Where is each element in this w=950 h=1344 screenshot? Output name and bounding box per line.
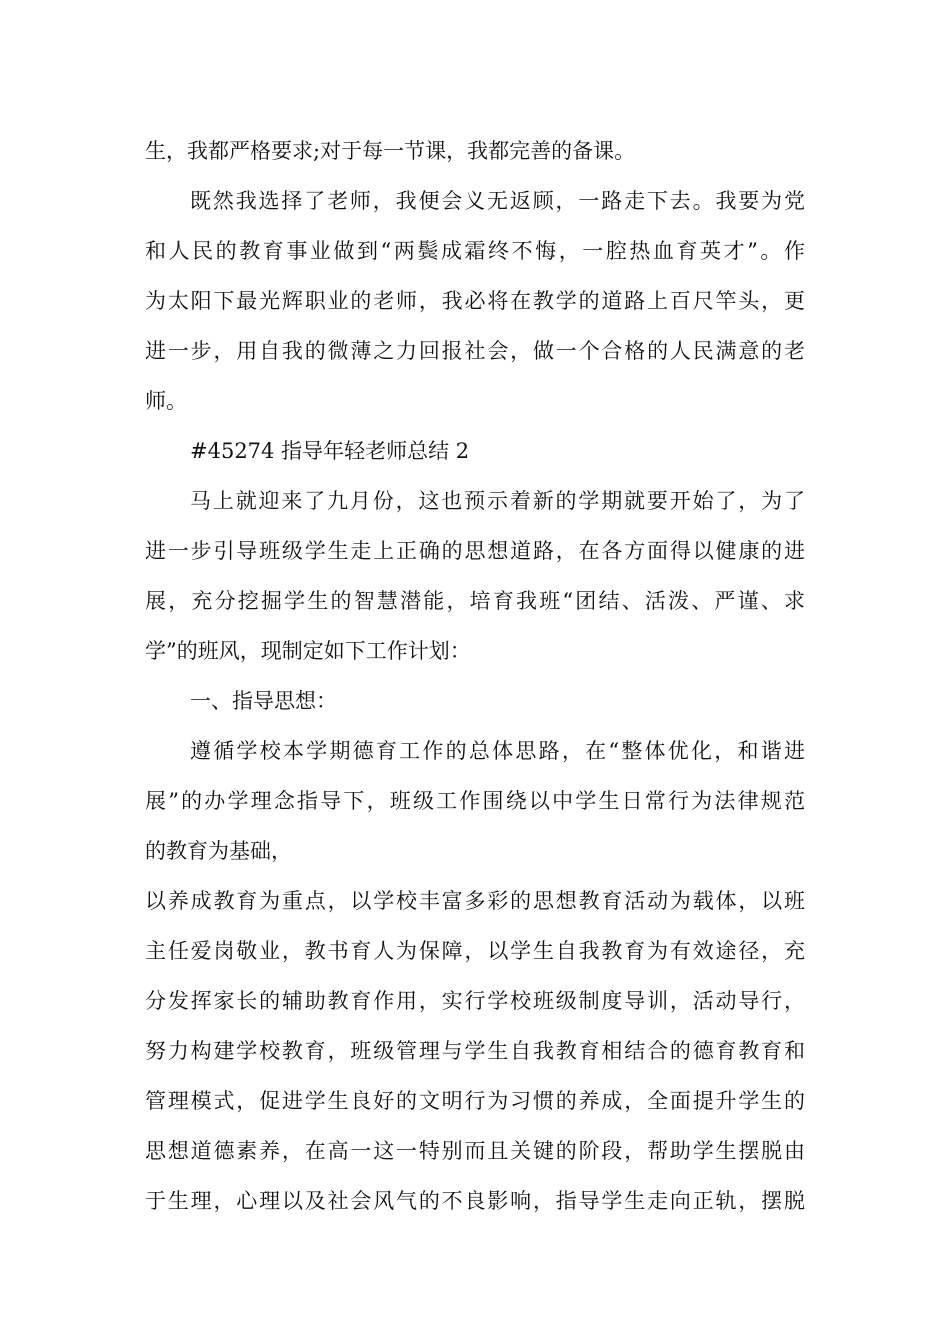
text-line: 于生理，心理以及社会风气的不良影响，指导学生走向正轨，摆脱: [145, 1189, 805, 1213]
text-line: 和人民的教育事业做到“两鬓成霜终不悔，一腔热血育英才”。作: [145, 239, 805, 263]
text-line: 的教育为基础，: [145, 839, 292, 863]
text-line: 以养成教育为重点，以学校丰富多彩的思想教育活动为载体，以班: [145, 889, 805, 913]
text-line: 生，我都严格要求;对于每一节课，我都完善的备课。: [145, 139, 636, 163]
section-heading: #45274 指导年轻老师总结 2: [190, 439, 470, 463]
text-line: 进一步引导班级学生走上正确的思想道路，在各方面得以健康的进: [145, 539, 805, 563]
text-line: 管理模式，促进学生良好的文明行为习惯的养成，全面提升学生的: [145, 1089, 805, 1113]
text-line: 既然我选择了老师，我便会义无返顾，一路走下去。我要为党: [190, 189, 805, 213]
text-line: 展”的办学理念指导下，班级工作围绕以中学生日常行为法律规范: [145, 789, 805, 813]
text-line: 主任爱岗敬业，教书育人为保障，以学生自我教育为有效途径，充: [145, 939, 805, 963]
text-line: 进一步，用自我的微薄之力回报社会，做一个合格的人民满意的老: [145, 339, 805, 363]
text-line: 学”的班风，现制定如下工作计划：: [145, 639, 471, 663]
text-line: 展，充分挖掘学生的智慧潜能，培育我班“团结、活泼、严谨、求: [145, 589, 805, 613]
text-line: 努力构建学校教育，班级管理与学生自我教育相结合的德育教育和: [145, 1039, 805, 1063]
text-line: 师。: [145, 389, 187, 413]
text-line: 马上就迎来了九月份，这也预示着新的学期就要开始了，为了: [190, 489, 805, 513]
text-line: 为太阳下最光辉职业的老师，我必将在教学的道路上百尺竿头，更: [145, 289, 805, 313]
text-line: 思想道德素养，在高一这一特别而且关键的阶段，帮助学生摆脱由: [145, 1139, 805, 1163]
text-line: 遵循学校本学期德育工作的总体思路，在“整体优化，和谐进: [190, 739, 805, 763]
text-line: 分发挥家长的辅助教育作用，实行学校班级制度导训，活动导行，: [145, 989, 805, 1013]
subsection-heading: 一、指导思想：: [190, 689, 337, 713]
